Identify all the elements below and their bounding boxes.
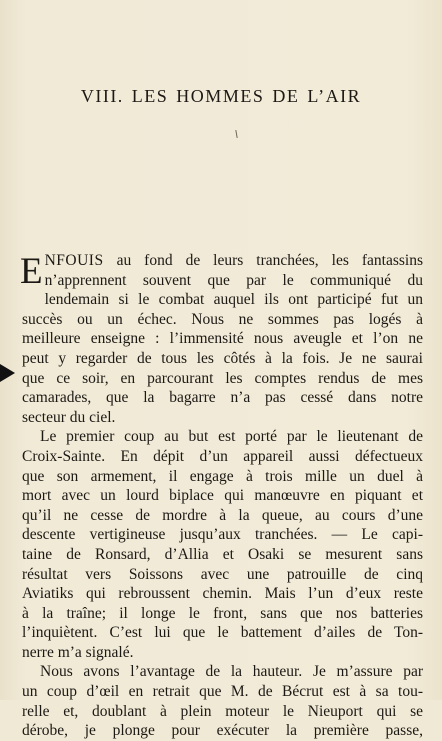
opening-smallcaps: NFOUIS [44,252,104,269]
text-line: lendemain si le combat auquel ils ont participé fut un [44,291,423,309]
text-line: relle et, doublant à plein moteur le Nieuport qui se [22,702,423,720]
text-line: n’apprennent souvent que par le communiqué du [44,271,423,289]
text-line: que son armement, il engage à trois mille un duel à [22,467,423,485]
paragraph-1 [22,251,423,427]
text-line: dérobe, je plonge pour exécuter la première passe, [22,722,423,740]
text-line: à la traîne; il longe le front, sans que nos batteries [22,604,423,622]
text-line: mort avec un lourd biplace qui manœuvre en piquant et [22,487,423,505]
text-line: descente vertigineuse jusqu’aux tranchées. — Le capi- [22,526,423,544]
paragraph-3 [22,662,423,740]
drop-cap: E [20,251,43,292]
text-line: Aviatiks qui rebroussent chemin. Mais l’un d’eux reste [22,585,423,603]
text-line: camarades, que la bagarre n’a pas cessé dans notre [22,389,423,407]
chapter-body [22,251,423,741]
text-line: que ce soir, en parcourant les comptes rendus de mes [22,369,423,387]
text-line: nerre m’a signalé. [22,643,134,661]
text-line: résultat vers Soissons avec une patrouille de cinq [22,565,423,583]
text-line: meilleure enseigne : l’immensité nous aveugle et l’on ne [22,330,423,348]
paragraph-2 [22,427,423,662]
chapter-title: VIII. LES HOMMES DE L’AIR [80,86,362,106]
text-line: Croix-Sainte. En dépit d’un appareil aussi défectueux [22,447,423,465]
text-line: Le premier coup au but est porté par le lieutenant de [40,428,423,446]
text-line: NFOUIS au fond de leurs tranchées, les fantassins [44,252,423,269]
text-line: peut y regarder de tous les côtés à la fois. Je ne saurai [22,349,423,367]
ink-tick-mark [235,130,237,138]
text-line: l’inquiètent. C’est lui que le battement d’ailes de Ton- [22,624,423,642]
text-line: qu’il ne cesse de mordre à la queue, au cours d’une [22,506,423,524]
text-line: Nous avons l’avantage de la hauteur. Je m’assure par [40,663,423,681]
text-line: taine de Ronsard, d’Allia et Osaki se mesurent sans [22,545,423,563]
margin-arrow-icon [0,364,15,382]
text-line: un coup d’œil en retrait que M. de Bécrut est à sa tou- [22,683,423,701]
text-line: secteur du ciel. [22,408,116,426]
text-line: succès ou un échec. Nous ne sommes pas logés à [22,310,423,328]
